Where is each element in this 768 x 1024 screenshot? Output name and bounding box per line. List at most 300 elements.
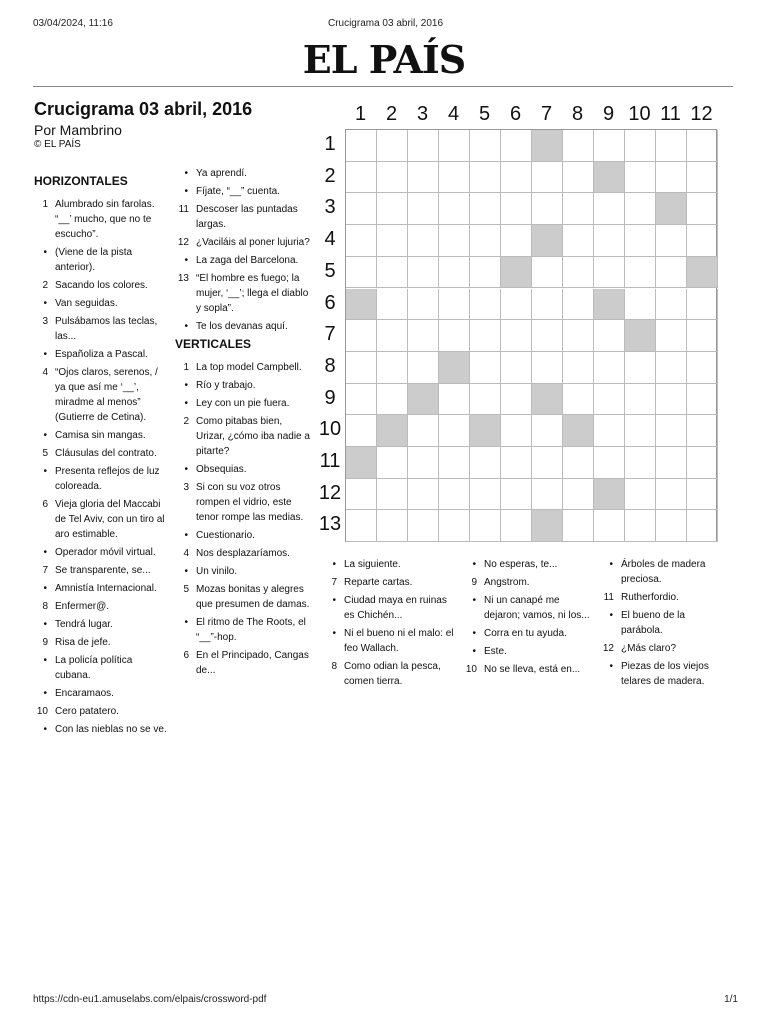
clue-column-3 bbox=[323, 557, 458, 692]
grid-cell[interactable] bbox=[408, 225, 439, 257]
grid-block-cell bbox=[594, 289, 625, 321]
grid-cell[interactable] bbox=[346, 320, 377, 352]
clue-item[interactable] bbox=[600, 659, 720, 689]
grid-cell[interactable] bbox=[656, 320, 687, 352]
grid-cell[interactable] bbox=[377, 479, 408, 511]
column-number: 5 bbox=[478, 103, 491, 125]
grid-cell[interactable] bbox=[346, 510, 377, 542]
clue-item[interactable] bbox=[463, 575, 598, 590]
clue-item[interactable] bbox=[34, 686, 168, 701]
grid-cell[interactable] bbox=[532, 415, 563, 447]
clue-item[interactable] bbox=[175, 166, 310, 181]
column-number: 4 bbox=[447, 103, 460, 125]
grid-cell[interactable] bbox=[408, 320, 439, 352]
clue-text: No esperas, te... bbox=[484, 559, 558, 570]
clue-number: 10 bbox=[465, 664, 477, 675]
grid-block-cell bbox=[687, 257, 718, 289]
grid-cell[interactable] bbox=[377, 162, 408, 194]
row-number: 2 bbox=[324, 164, 336, 187]
clue-number: 1 bbox=[42, 199, 48, 210]
grid-cell[interactable] bbox=[408, 447, 439, 479]
clue-item[interactable] bbox=[34, 563, 168, 578]
bullet-icon: • bbox=[332, 595, 336, 606]
grid-cell[interactable] bbox=[563, 162, 594, 194]
clue-number: 11 bbox=[178, 204, 189, 215]
clue-item[interactable] bbox=[175, 184, 310, 199]
clue-text: Fíjate, “__” cuenta. bbox=[196, 186, 280, 197]
clue-text: Angstrom. bbox=[484, 577, 530, 588]
grid-cell[interactable] bbox=[687, 415, 718, 447]
grid-cell[interactable] bbox=[687, 447, 718, 479]
grid-cell[interactable] bbox=[594, 130, 625, 162]
grid-cell[interactable] bbox=[470, 257, 501, 289]
bullet-icon: • bbox=[43, 655, 47, 666]
grid-cell[interactable] bbox=[687, 384, 718, 416]
grid-cell[interactable] bbox=[408, 510, 439, 542]
grid-block-cell bbox=[346, 447, 377, 479]
grid-cell[interactable] bbox=[501, 289, 532, 321]
grid-cell[interactable] bbox=[563, 193, 594, 225]
grid-cell[interactable] bbox=[656, 162, 687, 194]
grid-cell[interactable] bbox=[346, 352, 377, 384]
grid-cell[interactable] bbox=[470, 479, 501, 511]
clue-item[interactable] bbox=[34, 428, 168, 443]
clue-item[interactable] bbox=[34, 581, 168, 596]
grid-cell[interactable] bbox=[470, 352, 501, 384]
grid-cell[interactable] bbox=[439, 289, 470, 321]
page-number: 1/1 bbox=[724, 994, 738, 1005]
grid-block-cell bbox=[594, 479, 625, 511]
grid-cell[interactable] bbox=[687, 479, 718, 511]
grid-cell[interactable] bbox=[687, 510, 718, 542]
grid-cell[interactable] bbox=[501, 479, 532, 511]
clue-item[interactable] bbox=[323, 626, 458, 656]
clue-item[interactable] bbox=[34, 722, 168, 737]
bullet-icon: • bbox=[184, 398, 188, 409]
row-number: 4 bbox=[324, 228, 336, 251]
row-number: 6 bbox=[324, 291, 336, 314]
grid-cell[interactable] bbox=[625, 384, 656, 416]
section-heading: HORIZONTALES bbox=[34, 174, 128, 188]
clue-text: “Ojos claros, serenos, / ya que así me ‘__’, miradme al menos” (Gutierre de Cetina). bbox=[55, 367, 158, 423]
bullet-icon: • bbox=[609, 610, 613, 621]
grid-cell[interactable] bbox=[408, 162, 439, 194]
clue-text: El bueno de la parábola. bbox=[621, 610, 685, 636]
grid-cell[interactable] bbox=[346, 225, 377, 257]
grid-cell[interactable] bbox=[377, 130, 408, 162]
bullet-icon: • bbox=[184, 321, 188, 332]
grid-cell[interactable] bbox=[687, 193, 718, 225]
bullet-icon: • bbox=[472, 646, 476, 657]
clue-text: Este. bbox=[484, 646, 507, 657]
clue-item[interactable] bbox=[323, 593, 458, 623]
grid-cell[interactable] bbox=[408, 352, 439, 384]
grid-cell[interactable] bbox=[532, 257, 563, 289]
clue-item[interactable] bbox=[34, 545, 168, 560]
grid-cell[interactable] bbox=[687, 289, 718, 321]
grid-cell[interactable] bbox=[470, 320, 501, 352]
clue-item[interactable] bbox=[175, 528, 310, 543]
clue-number: 8 bbox=[42, 601, 48, 612]
grid-block-cell bbox=[408, 384, 439, 416]
grid-cell[interactable] bbox=[377, 352, 408, 384]
clue-item[interactable] bbox=[175, 480, 310, 525]
column-number: 10 bbox=[628, 103, 651, 125]
print-url: https://cdn-eu1.amuselabs.com/elpais/crossword-pdf bbox=[33, 994, 267, 1005]
bullet-icon: • bbox=[43, 349, 47, 360]
clue-item[interactable] bbox=[175, 378, 310, 393]
clue-text: Presenta reflejos de luz coloreada. bbox=[55, 466, 160, 492]
grid-cell[interactable] bbox=[656, 415, 687, 447]
clue-text: Rutherfordio. bbox=[621, 592, 679, 603]
puzzle-author: Por Mambrino bbox=[34, 122, 122, 138]
column-number: 3 bbox=[416, 103, 429, 125]
clue-text: Nos desplazaríamos. bbox=[196, 548, 290, 559]
grid-cell[interactable] bbox=[656, 257, 687, 289]
grid-cell[interactable] bbox=[501, 193, 532, 225]
clue-text: Camisa sin mangas. bbox=[55, 430, 146, 441]
clue-text: Corra en tu ayuda. bbox=[484, 628, 567, 639]
grid-cell[interactable] bbox=[594, 225, 625, 257]
grid-cell[interactable] bbox=[594, 415, 625, 447]
bullet-icon: • bbox=[609, 661, 613, 672]
grid-cell[interactable] bbox=[377, 289, 408, 321]
clue-item[interactable] bbox=[34, 197, 168, 242]
grid-cell[interactable] bbox=[625, 479, 656, 511]
grid-cell[interactable] bbox=[563, 320, 594, 352]
clue-text: Árboles de madera preciosa. bbox=[621, 559, 706, 585]
grid-cell[interactable] bbox=[470, 225, 501, 257]
grid-cell[interactable] bbox=[346, 257, 377, 289]
grid-cell[interactable] bbox=[625, 257, 656, 289]
clue-item[interactable] bbox=[34, 599, 168, 614]
grid-cell[interactable] bbox=[687, 225, 718, 257]
clue-item[interactable] bbox=[34, 704, 168, 719]
grid-cell[interactable] bbox=[687, 320, 718, 352]
grid-cell[interactable] bbox=[625, 130, 656, 162]
clue-text: Ciudad maya en ruinas es Chichén... bbox=[344, 595, 447, 621]
clue-item[interactable] bbox=[175, 253, 310, 268]
clue-text: Operador móvil virtual. bbox=[55, 547, 156, 558]
clue-text: No se lleva, está en... bbox=[484, 664, 581, 675]
bullet-icon: • bbox=[184, 617, 188, 628]
column-number: 2 bbox=[385, 103, 398, 125]
bullet-icon: • bbox=[43, 688, 47, 699]
grid-cell[interactable] bbox=[656, 130, 687, 162]
clue-item[interactable] bbox=[175, 648, 310, 678]
grid-cell[interactable] bbox=[501, 447, 532, 479]
grid-block-cell bbox=[346, 289, 377, 321]
grid-cell[interactable] bbox=[656, 447, 687, 479]
grid-cell[interactable] bbox=[439, 479, 470, 511]
clue-item[interactable] bbox=[34, 365, 168, 425]
clue-text: Españoliza a Pascal. bbox=[55, 349, 148, 360]
clue-text: Sacando los colores. bbox=[55, 280, 148, 291]
grid-cell[interactable] bbox=[563, 257, 594, 289]
clue-item[interactable] bbox=[34, 635, 168, 650]
grid-cell[interactable] bbox=[346, 130, 377, 162]
print-header bbox=[33, 18, 738, 32]
grid-cell[interactable] bbox=[625, 415, 656, 447]
clue-number: 2 bbox=[183, 416, 189, 427]
grid-cell[interactable] bbox=[594, 352, 625, 384]
grid-cell[interactable] bbox=[594, 447, 625, 479]
clue-item[interactable] bbox=[34, 347, 168, 362]
grid-cell[interactable] bbox=[439, 257, 470, 289]
grid-cell[interactable] bbox=[687, 130, 718, 162]
column-number: 8 bbox=[571, 103, 584, 125]
grid-cell[interactable] bbox=[656, 384, 687, 416]
grid-cell[interactable] bbox=[563, 384, 594, 416]
clue-item[interactable] bbox=[175, 396, 310, 411]
clue-text: Cláusulas del contrato. bbox=[55, 448, 157, 459]
row-number: 7 bbox=[324, 323, 336, 346]
clue-text: “El hombre es fuego; la mujer, ‘__’; llega el diablo y sopla”. bbox=[196, 273, 309, 314]
clue-number: 10 bbox=[36, 706, 48, 717]
clue-number: 1 bbox=[183, 362, 189, 373]
grid-cell[interactable] bbox=[625, 193, 656, 225]
clue-item[interactable] bbox=[175, 462, 310, 477]
grid-cell[interactable] bbox=[501, 225, 532, 257]
grid-cell[interactable] bbox=[439, 130, 470, 162]
grid-cell[interactable] bbox=[470, 193, 501, 225]
grid-cell[interactable] bbox=[377, 257, 408, 289]
grid-cell[interactable] bbox=[563, 130, 594, 162]
clue-text: (Viene de la pista anterior). bbox=[55, 247, 133, 273]
grid-cell[interactable] bbox=[532, 447, 563, 479]
clue-text: Ley con un pie fuera. bbox=[196, 398, 290, 409]
row-number: 1 bbox=[324, 133, 336, 155]
grid-cell[interactable] bbox=[656, 352, 687, 384]
clue-text: Ni el bueno ni el malo: el feo Wallach. bbox=[344, 628, 454, 654]
clue-number: 13 bbox=[177, 273, 189, 284]
grid-cell[interactable] bbox=[563, 447, 594, 479]
grid-cell[interactable] bbox=[408, 415, 439, 447]
grid-cell[interactable] bbox=[377, 447, 408, 479]
grid-cell[interactable] bbox=[687, 352, 718, 384]
clue-text: Se transparente, se... bbox=[55, 565, 151, 576]
clue-text: Río y trabajo. bbox=[196, 380, 256, 391]
grid-cell[interactable] bbox=[470, 289, 501, 321]
clue-item[interactable] bbox=[600, 557, 720, 587]
grid-cell[interactable] bbox=[377, 384, 408, 416]
bullet-icon: • bbox=[332, 628, 336, 639]
grid-cell[interactable] bbox=[563, 225, 594, 257]
clue-item[interactable] bbox=[175, 582, 310, 612]
grid-block-cell bbox=[439, 352, 470, 384]
clue-item[interactable] bbox=[175, 414, 310, 459]
clue-item[interactable] bbox=[34, 296, 168, 311]
clue-item[interactable] bbox=[463, 593, 598, 623]
grid-cell[interactable] bbox=[563, 510, 594, 542]
grid-cell[interactable] bbox=[594, 510, 625, 542]
clue-item[interactable] bbox=[463, 644, 598, 659]
clue-text: Van seguidas. bbox=[55, 298, 118, 309]
grid-cell[interactable] bbox=[563, 479, 594, 511]
grid-cell[interactable] bbox=[656, 225, 687, 257]
clue-text: Mozas bonitas y alegres que presumen de damas. bbox=[196, 584, 310, 610]
grid-cell[interactable] bbox=[408, 130, 439, 162]
clue-item[interactable] bbox=[463, 557, 598, 572]
clue-text: Cero patatero. bbox=[55, 706, 119, 717]
clue-item[interactable] bbox=[175, 202, 310, 232]
grid-cell[interactable] bbox=[501, 415, 532, 447]
grid-cell[interactable] bbox=[346, 193, 377, 225]
clue-text: Encaramaos. bbox=[55, 688, 114, 699]
grid-cell[interactable] bbox=[501, 162, 532, 194]
grid-cell[interactable] bbox=[439, 320, 470, 352]
grid-cell[interactable] bbox=[470, 130, 501, 162]
grid-cell[interactable] bbox=[377, 510, 408, 542]
grid-cell[interactable] bbox=[346, 384, 377, 416]
clue-number: 4 bbox=[183, 548, 189, 559]
clue-item[interactable] bbox=[463, 626, 598, 641]
grid-cell[interactable] bbox=[470, 162, 501, 194]
clue-number: 7 bbox=[331, 577, 337, 588]
grid-cell[interactable] bbox=[532, 193, 563, 225]
clue-item[interactable] bbox=[34, 617, 168, 632]
clue-text: Risa de jefe. bbox=[55, 637, 111, 648]
grid-cell[interactable] bbox=[346, 415, 377, 447]
grid-cell[interactable] bbox=[594, 320, 625, 352]
clue-item[interactable] bbox=[175, 319, 310, 334]
clue-text: Si con su voz otros rompen el vidrio, este tenor rompe las medias. bbox=[196, 482, 304, 523]
grid-cell[interactable] bbox=[377, 193, 408, 225]
grid-block-cell bbox=[532, 225, 563, 257]
grid-cell[interactable] bbox=[501, 320, 532, 352]
clue-text: Enfermer@. bbox=[55, 601, 110, 612]
grid-cell[interactable] bbox=[532, 162, 563, 194]
bullet-icon: • bbox=[43, 466, 47, 477]
clue-text: La policía política cubana. bbox=[55, 655, 133, 681]
clue-text: Descoser las puntadas largas. bbox=[196, 204, 298, 230]
clue-number: 2 bbox=[42, 280, 48, 291]
crossword-grid[interactable] bbox=[345, 129, 717, 542]
clue-item[interactable] bbox=[463, 662, 598, 677]
grid-cell[interactable] bbox=[656, 289, 687, 321]
grid-cell[interactable] bbox=[346, 479, 377, 511]
grid-cell[interactable] bbox=[439, 193, 470, 225]
clue-text: La zaga del Barcelona. bbox=[196, 255, 299, 266]
clue-item[interactable] bbox=[34, 314, 168, 344]
grid-cell[interactable] bbox=[656, 510, 687, 542]
clue-column-2 bbox=[175, 166, 310, 681]
clue-item[interactable] bbox=[175, 235, 310, 250]
grid-cell[interactable] bbox=[470, 447, 501, 479]
clue-item[interactable] bbox=[34, 446, 168, 461]
clue-column-4 bbox=[463, 557, 598, 680]
grid-cell[interactable] bbox=[470, 510, 501, 542]
clue-item[interactable] bbox=[34, 464, 168, 494]
clue-item[interactable] bbox=[175, 360, 310, 375]
section-heading: VERTICALES bbox=[175, 337, 252, 351]
clue-item[interactable] bbox=[323, 557, 458, 572]
grid-cell[interactable] bbox=[594, 193, 625, 225]
clue-item[interactable] bbox=[34, 653, 168, 683]
grid-cell[interactable] bbox=[377, 320, 408, 352]
grid-cell[interactable] bbox=[439, 447, 470, 479]
grid-cell[interactable] bbox=[501, 510, 532, 542]
clue-item[interactable] bbox=[600, 608, 720, 638]
clue-number: 6 bbox=[183, 650, 189, 661]
clue-text: Te los devanas aquí. bbox=[196, 321, 288, 332]
grid-cell[interactable] bbox=[439, 384, 470, 416]
grid-cell[interactable] bbox=[439, 510, 470, 542]
row-number: 5 bbox=[324, 259, 336, 282]
clue-text: El ritmo de The Roots, el “__”-hop. bbox=[196, 617, 306, 643]
grid-cell[interactable] bbox=[532, 479, 563, 511]
clue-text: Cuestionario. bbox=[196, 530, 255, 541]
grid-cell[interactable] bbox=[625, 162, 656, 194]
clue-item[interactable] bbox=[175, 615, 310, 645]
bullet-icon: • bbox=[184, 530, 188, 541]
clue-item[interactable] bbox=[600, 641, 720, 656]
grid-cell[interactable] bbox=[687, 162, 718, 194]
grid-cell[interactable] bbox=[439, 415, 470, 447]
grid-cell[interactable] bbox=[532, 352, 563, 384]
clue-item[interactable] bbox=[34, 278, 168, 293]
clue-number: 12 bbox=[177, 237, 189, 248]
grid-cell[interactable] bbox=[625, 225, 656, 257]
clue-item[interactable] bbox=[175, 271, 310, 316]
grid-cell[interactable] bbox=[377, 225, 408, 257]
grid-cell[interactable] bbox=[501, 352, 532, 384]
grid-cell[interactable] bbox=[563, 289, 594, 321]
grid-cell[interactable] bbox=[625, 447, 656, 479]
grid-cell[interactable] bbox=[594, 384, 625, 416]
grid-cell[interactable] bbox=[470, 384, 501, 416]
clue-number: 9 bbox=[471, 577, 477, 588]
grid-cell[interactable] bbox=[656, 479, 687, 511]
bullet-icon: • bbox=[609, 559, 613, 570]
clue-item[interactable] bbox=[323, 659, 458, 689]
grid-cell[interactable] bbox=[625, 289, 656, 321]
grid-cell[interactable] bbox=[625, 510, 656, 542]
grid-cell[interactable] bbox=[439, 225, 470, 257]
grid-cell[interactable] bbox=[563, 352, 594, 384]
bullet-icon: • bbox=[43, 547, 47, 558]
grid-cell[interactable] bbox=[408, 193, 439, 225]
grid-cell[interactable] bbox=[532, 289, 563, 321]
grid-cell[interactable] bbox=[439, 162, 470, 194]
grid-cell[interactable] bbox=[408, 289, 439, 321]
clue-item[interactable] bbox=[34, 497, 168, 542]
row-number: 12 bbox=[318, 481, 342, 504]
row-number: 13 bbox=[318, 513, 342, 536]
puzzle-title: Crucigrama 03 abril, 2016 bbox=[34, 99, 253, 119]
grid-cell[interactable] bbox=[408, 479, 439, 511]
grid-cell[interactable] bbox=[594, 257, 625, 289]
clue-item[interactable] bbox=[175, 564, 310, 579]
grid-cell[interactable] bbox=[532, 320, 563, 352]
row-number: 11 bbox=[319, 450, 341, 472]
grid-cell[interactable] bbox=[408, 257, 439, 289]
el-pais-logo: EL PAÍS bbox=[302, 37, 466, 82]
grid-cell[interactable] bbox=[346, 162, 377, 194]
clue-item[interactable] bbox=[34, 245, 168, 275]
grid-cell[interactable] bbox=[501, 130, 532, 162]
clue-text: La siguiente. bbox=[344, 559, 401, 570]
grid-cell[interactable] bbox=[501, 384, 532, 416]
column-number: 1 bbox=[354, 103, 367, 125]
clue-item[interactable] bbox=[323, 575, 458, 590]
clue-item[interactable] bbox=[600, 590, 720, 605]
grid-cell[interactable] bbox=[625, 352, 656, 384]
grid-block-cell bbox=[656, 193, 687, 225]
clue-number: 12 bbox=[602, 643, 614, 654]
grid-block-cell bbox=[594, 162, 625, 194]
clue-item[interactable] bbox=[175, 546, 310, 561]
